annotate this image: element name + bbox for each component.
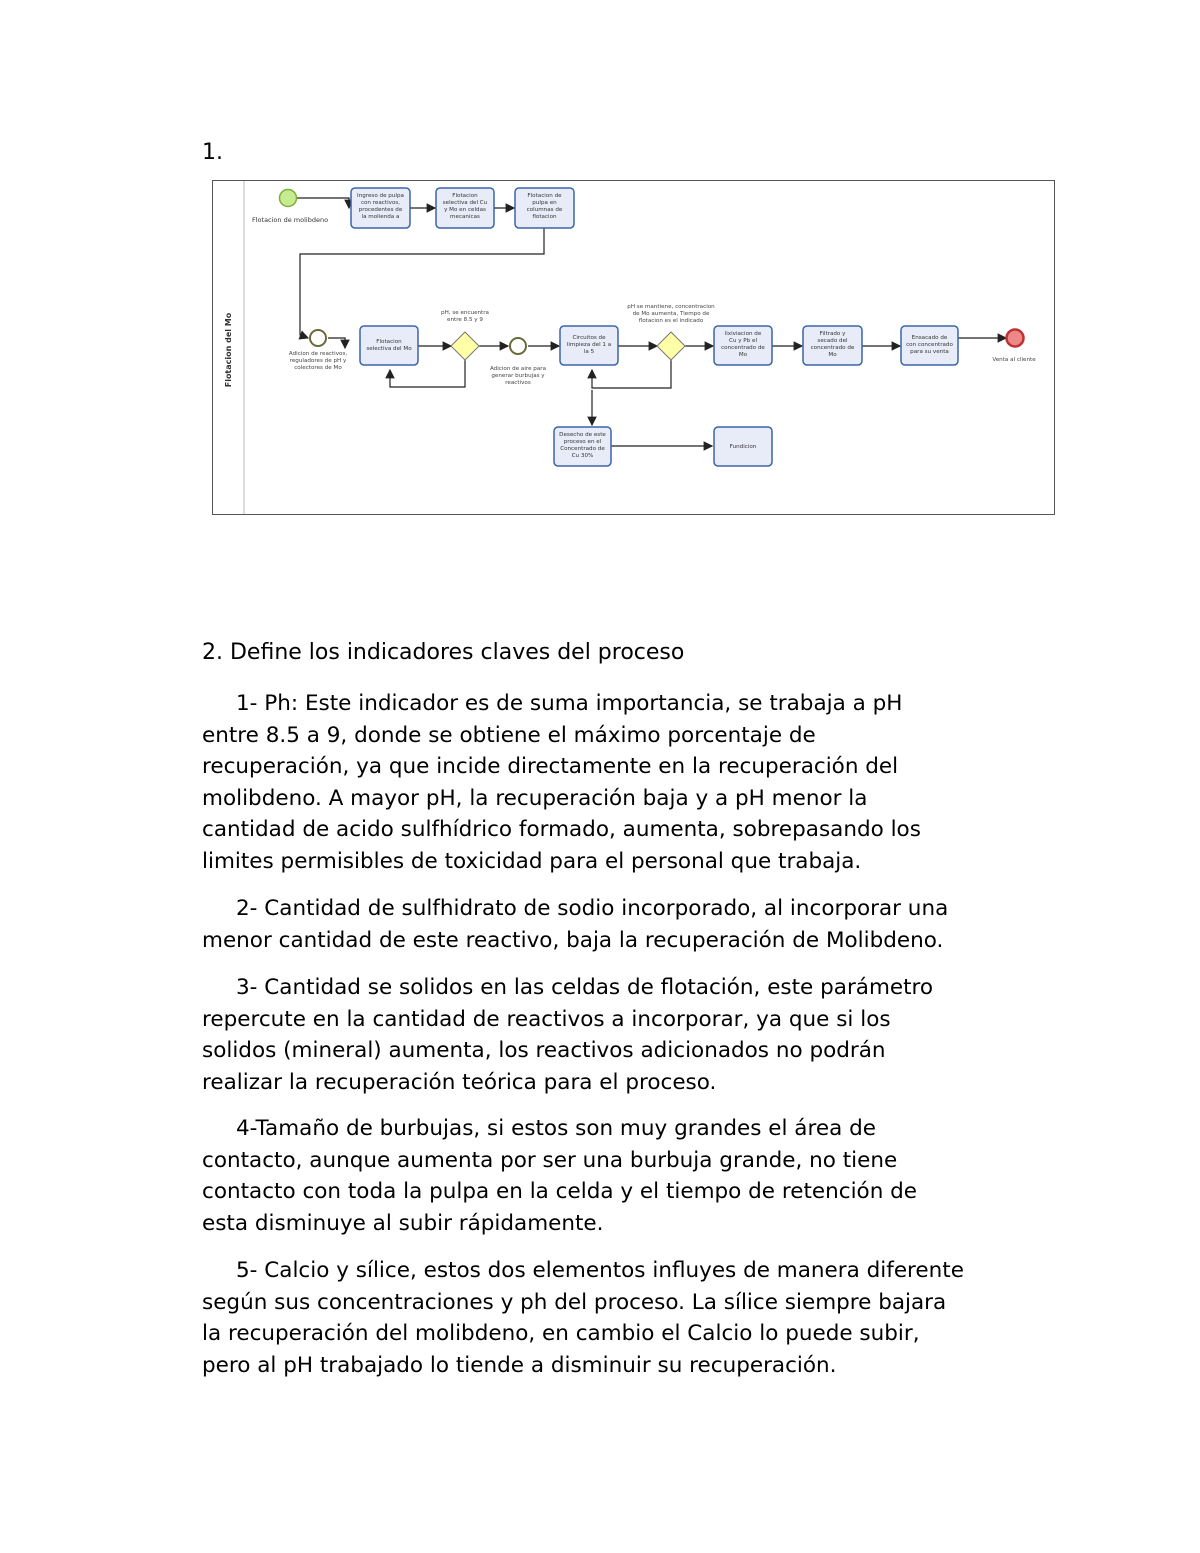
annotation-ph-gateway: pH, se encuentra entre 8.5 y 9	[441, 310, 489, 323]
task-fundicion-label: Fundicion	[729, 444, 757, 450]
indicator-1-line: limites permisibles de toxicidad para el personal que trabaja.	[202, 848, 862, 874]
intermediate-event-reactivos	[310, 330, 326, 346]
pool-label: Flotacion del Mo	[224, 312, 233, 388]
indicator-1-line: molibdeno. A mayor pH, la recuperación baja y a pH menor la	[202, 785, 868, 811]
question-1-number: 1.	[202, 140, 223, 165]
question-2-title: 2. Define los indicadores claves del proceso	[202, 640, 685, 665]
indicator-1	[202, 688, 1042, 877]
start-event-label: Flotacion de molibdeno	[252, 216, 329, 224]
task-ensacado-label: Ensacado de con concentrado para su venta	[906, 335, 953, 355]
indicator-3-line: repercute en la cantidad de reactivos a incorporar, ya que si los	[202, 1006, 891, 1032]
indicator-5-line: la recuperación del molibdeno, en cambio el Calcio lo puede subir,	[202, 1321, 920, 1346]
indicator-2-line: 2- Cantidad de sulfhidrato de sodio incorporado, al incorporar una	[236, 896, 949, 921]
indicator-4-line: contacto, aunque aumenta por ser una burbuja grande, no tiene	[202, 1147, 898, 1173]
annotation-adicion-reactivos: Adicion de reactivos, reguladores de pH y colectores de Mo	[288, 351, 348, 371]
indicator-4	[202, 1113, 1042, 1239]
indicator-3-line: 3- Cantidad se solidos en las celdas de flotación, este parámetro	[236, 975, 934, 1000]
annotation-adicion-aire: Adicion de aire para generar burbujas y reactivos	[489, 366, 547, 386]
task-circuitos-label: Circuitos de limpieza del 1 a la 5	[566, 335, 612, 355]
task-desecho-label: Desecho de este proceso en el Concentrado de Cu 30%	[559, 432, 606, 459]
end-event	[1007, 330, 1024, 347]
task-ingreso-label: Ingreso de pulpa con reactivos, procedentes de la molienda a	[357, 193, 404, 220]
indicator-2	[202, 893, 1042, 956]
intermediate-event-aire	[510, 338, 526, 354]
indicator-5-line: pero al pH trabajado lo tiende a disminuir su recuperación.	[202, 1352, 837, 1378]
task-flot-mo-label: Flotacion selectiva del Mo	[366, 339, 412, 352]
indicator-3	[202, 972, 1042, 1098]
indicator-5	[202, 1255, 1042, 1381]
indicator-4-line: 4-Tamaño de burbujas, si estos son muy grandes el área de	[236, 1116, 876, 1141]
indicator-5-line: según sus concentraciones y ph del proceso. La sílice siempre bajara	[202, 1289, 947, 1315]
bpmn-diagram	[212, 180, 1055, 515]
indicator-1-line: 1- Ph: Este indicador es de suma importancia, se trabaja a pH	[236, 691, 903, 716]
indicator-1-line: entre 8.5 a 9, donde se obtiene el máximo porcentaje de	[202, 722, 816, 748]
task-lixiviacion-label: lixiviacion de Cu y Pb el concentrado de Mo	[721, 331, 765, 358]
indicator-3-line: solidos (mineral) aumenta, los reactivos adicionados no podrán	[202, 1038, 886, 1063]
task-flot-cu-mo-label: Flotacion selectiva del Cu y Mo en celdas mecanicas	[442, 193, 488, 220]
indicator-1-line: recuperación, ya que incide directamente en la recuperación del	[202, 754, 899, 779]
indicator-3-line: realizar la recuperación teórica para el proceso.	[202, 1069, 717, 1095]
task-filtrado-label: Filtrado y secado del concentrado de Mo	[810, 331, 855, 358]
indicator-4-line: contacto con toda la pulpa en la celda y el tiempo de retención de	[202, 1179, 918, 1204]
start-event	[280, 190, 297, 207]
annotation-ph-mantiene: pH se mantiene, concentracion de Mo aumenta, Tiempo de flotacion es el indicado	[627, 304, 715, 324]
indicator-5-line: 5- Calcio y sílice, estos dos elementos influyes de manera diferente	[236, 1258, 964, 1283]
task-flot-columnas-label: Flotacion de pulpa en columnas de flotacion	[526, 193, 563, 220]
annotation-venta: Venta al cliente	[992, 357, 1036, 363]
indicator-4-line: esta disminuye al subir rápidamente.	[202, 1210, 604, 1236]
indicator-1-line: cantidad de acido sulfhídrico formado, aumenta, sobrepasando los	[202, 817, 921, 842]
indicator-2-line: menor cantidad de este reactivo, baja la recuperación de Molibdeno.	[202, 927, 944, 953]
